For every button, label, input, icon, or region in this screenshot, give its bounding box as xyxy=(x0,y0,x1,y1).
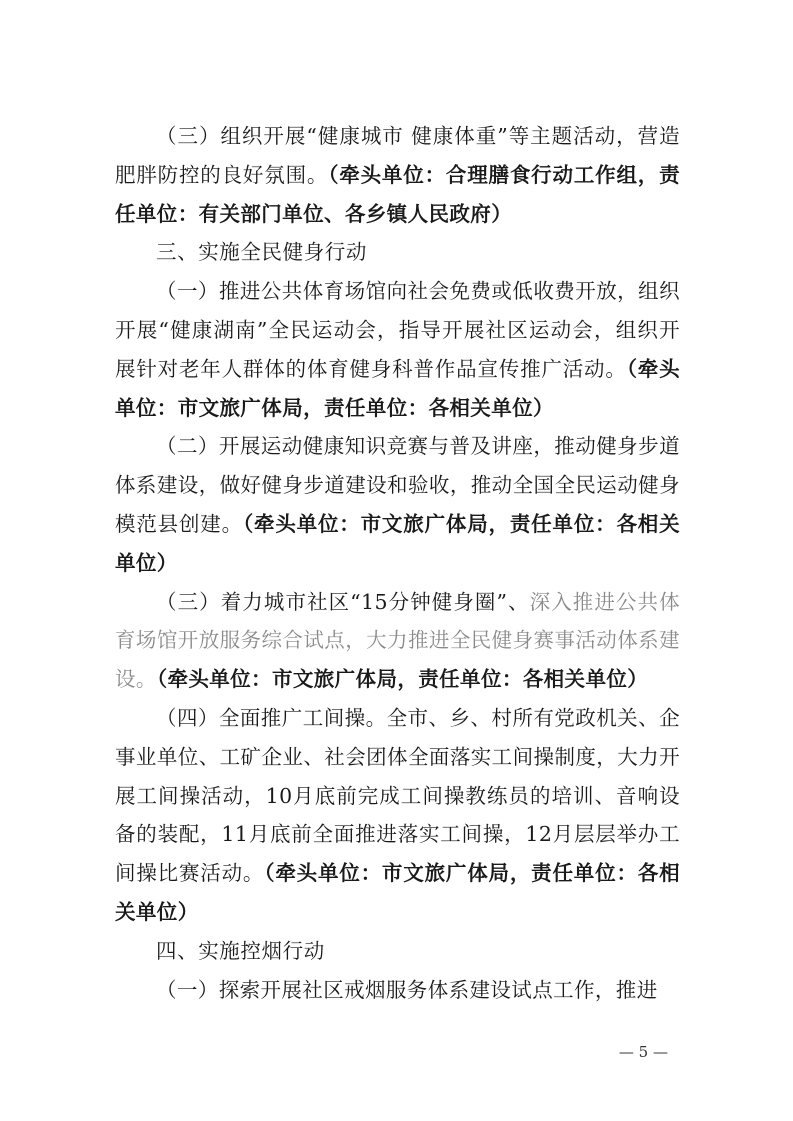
paragraph-sports-venues xyxy=(115,272,680,427)
responsible-units: （牵头单位：市文旅广体局，责任单位：各相关单位） xyxy=(115,511,680,575)
paragraph-health-weight xyxy=(115,117,680,233)
responsible-units: （牵头单位：市文旅广体局，责任单位：各相关单位） xyxy=(156,667,649,692)
paragraph-text: （四）全面推广工间操。全市、乡、村所有党政机关、企事业单位、工矿企业、社会团体全面落实工间操制度，大力开展工间操活动，10月底前完成工间操教练员的培训、音响设备的装配，11月底前全面推进落实工间操，12月层层举办工间操比赛活动。 xyxy=(115,705,680,886)
section-heading-fitness: 三、实施全民健身行动 xyxy=(156,240,367,265)
responsible-units: （牵头单位：市文旅广体局，责任单位：各相关单位） xyxy=(115,356,680,420)
page-number: — 5 — xyxy=(618,1043,668,1061)
responsible-units: （牵头单位：合理膳食行动工作组，责任单位：有关部门单位、各乡镇人民政府） xyxy=(115,162,680,226)
paragraph-text: （二）开展运动健康知识竞赛与普及讲座，推动健身步道体系建设，做好健身步道建设和验收，推动全国全民运动健身模范县创建。 xyxy=(115,434,680,536)
paragraph-workplace-exercise xyxy=(115,699,680,932)
section-heading-tobacco-control: 四、实施控烟行动 xyxy=(156,938,325,963)
paragraph-text: （一）探索开展社区戒烟服务体系建设试点工作，推进 xyxy=(156,977,658,1002)
paragraph-text: （三）着力城市社区“15分钟健身圈”、 xyxy=(156,589,530,614)
paragraph-smoking-cessation xyxy=(115,971,680,1010)
document-body xyxy=(115,117,680,1009)
paragraph-fitness-trails xyxy=(115,427,680,582)
paragraph-text: （三）组织开展“健康城市 健康体重”等主题活动，营造肥胖防控的良好氛围。 xyxy=(115,124,680,187)
paragraph-text-faded: 深入推进公共体育场馆开放服务综合试点，大力推进全民健身赛事活动体系建设。 xyxy=(115,589,680,692)
paragraph-text: （一）推进公共体育场馆向社会免费或低收费开放，组织开展“健康湖南”全民运动会，指导开展社区运动会，组织开展针对老年人群体的体育健身科普作品宣传推广活动。 xyxy=(115,279,680,381)
responsible-units: （牵头单位：市文旅广体局，责任单位：各相关单位） xyxy=(115,861,680,924)
paragraph-15min-fitness-circle xyxy=(115,583,680,699)
